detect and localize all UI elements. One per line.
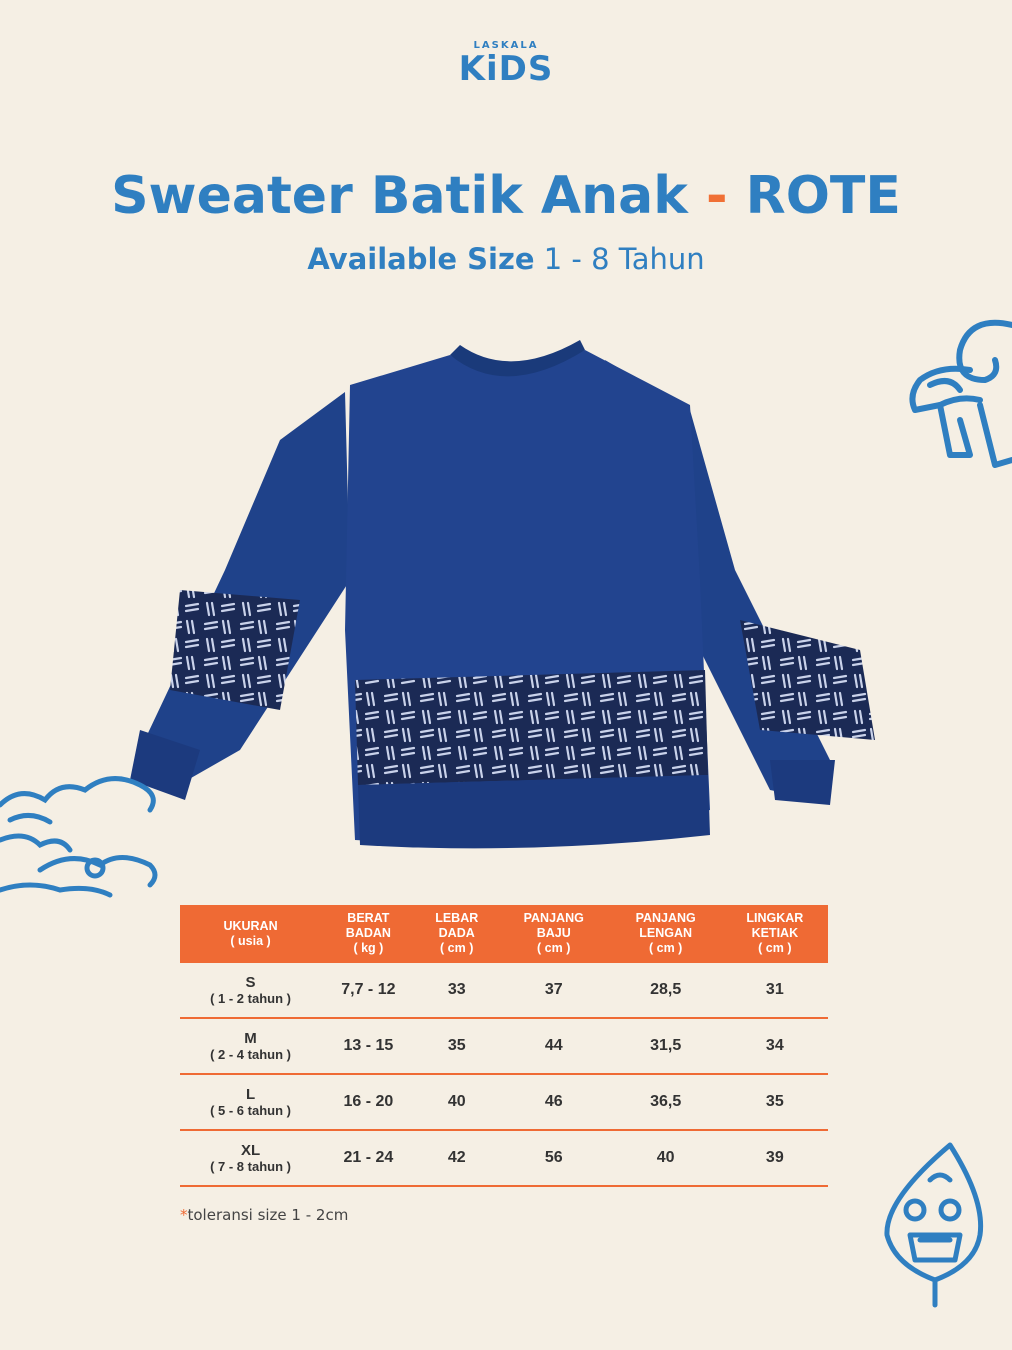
header-line: LINGKAR: [746, 911, 804, 925]
header-berat: [321, 905, 416, 963]
size-chart-table: [180, 905, 828, 1187]
header-line: ( cm ): [649, 941, 683, 955]
cloud-ornament-icon: [0, 760, 160, 910]
brand-logo-small: LASKALA: [473, 40, 539, 51]
cell-berat: 16 - 20: [321, 1074, 416, 1130]
header-line: BADAN: [345, 926, 391, 940]
cell-size: [180, 963, 321, 1018]
cell-panjang-lengan: 36,5: [610, 1074, 722, 1130]
size-age: ( 7 - 8 tahun ): [210, 1159, 291, 1174]
size-age: ( 2 - 4 tahun ): [210, 1047, 291, 1062]
header-lebar: [416, 905, 498, 963]
cell-panjang-baju: 44: [498, 1018, 610, 1074]
cell-lingkar: 35: [722, 1074, 828, 1130]
size-tolerance-note: [180, 1206, 348, 1224]
wayang-icon: [900, 295, 1012, 495]
table-row: [180, 1018, 828, 1074]
size-chart-header-row: [180, 905, 828, 963]
table-row: [180, 1074, 828, 1130]
cell-size: [180, 1018, 321, 1074]
header-line: LENGAN: [639, 926, 693, 940]
cell-panjang-lengan: 28,5: [610, 963, 722, 1018]
subtitle-strong: Available Size: [307, 242, 535, 276]
header-panjang-baju: [498, 905, 610, 963]
product-title-main: Sweater Batik Anak: [111, 166, 688, 226]
table-row: [180, 1130, 828, 1186]
header-line: LEBAR: [435, 911, 479, 925]
sweater-image: [130, 330, 890, 870]
cell-lebar: 33: [416, 963, 498, 1018]
cell-lingkar: 31: [722, 963, 828, 1018]
gunungan-icon: [875, 1140, 995, 1310]
cell-lingkar: 39: [722, 1130, 828, 1186]
table-row: [180, 963, 828, 1018]
note-asterisk: *: [180, 1206, 188, 1224]
header-line: PANJANG: [523, 911, 584, 925]
cell-lebar: 40: [416, 1074, 498, 1130]
header-line: PANJANG: [635, 911, 696, 925]
cell-panjang-baju: 56: [498, 1130, 610, 1186]
header-line: UKURAN: [223, 918, 278, 933]
size-age: ( 1 - 2 tahun ): [210, 991, 291, 1006]
header-line: ( kg ): [353, 941, 384, 955]
header-panjang-lengan: [610, 905, 722, 963]
cell-berat: 13 - 15: [321, 1018, 416, 1074]
size-code: XL: [240, 1142, 261, 1159]
product-title-dash: -: [705, 166, 728, 226]
note-text: toleransi size 1 - 2cm: [187, 1206, 349, 1224]
header-line: ( cm ): [440, 941, 474, 955]
cell-size: [180, 1130, 321, 1186]
cell-berat: 21 - 24: [321, 1130, 416, 1186]
size-code: M: [244, 1030, 257, 1047]
header-line: ( cm ): [758, 941, 792, 955]
size-age: ( 5 - 6 tahun ): [210, 1103, 291, 1118]
product-title-tail: ROTE: [745, 166, 901, 226]
cell-berat: 7,7 - 12: [321, 963, 416, 1018]
cell-size: [180, 1074, 321, 1130]
size-code: S: [245, 974, 256, 991]
cell-lebar: 35: [416, 1018, 498, 1074]
product-subtitle: [0, 242, 1012, 276]
header-line: ( usia ): [230, 933, 271, 948]
header-line: ( cm ): [537, 941, 571, 955]
header-lingkar-ketiak: [722, 905, 828, 963]
brand-logo: [0, 40, 1012, 87]
header-line: BERAT: [347, 911, 390, 925]
cell-panjang-baju: 46: [498, 1074, 610, 1130]
header-line: BAJU: [536, 926, 571, 940]
subtitle-rest: 1 - 8 Tahun: [543, 242, 705, 276]
header-line: DADA: [438, 926, 475, 940]
cell-panjang-lengan: 40: [610, 1130, 722, 1186]
size-code: L: [245, 1086, 256, 1103]
cell-panjang-baju: 37: [498, 963, 610, 1018]
header-line: KETIAK: [751, 926, 799, 940]
brand-logo-big: KiDS: [458, 49, 554, 89]
cell-panjang-lengan: 31,5: [610, 1018, 722, 1074]
header-ukuran: [180, 905, 321, 963]
cell-lebar: 42: [416, 1130, 498, 1186]
cell-lingkar: 34: [722, 1018, 828, 1074]
product-title: [0, 166, 1012, 226]
